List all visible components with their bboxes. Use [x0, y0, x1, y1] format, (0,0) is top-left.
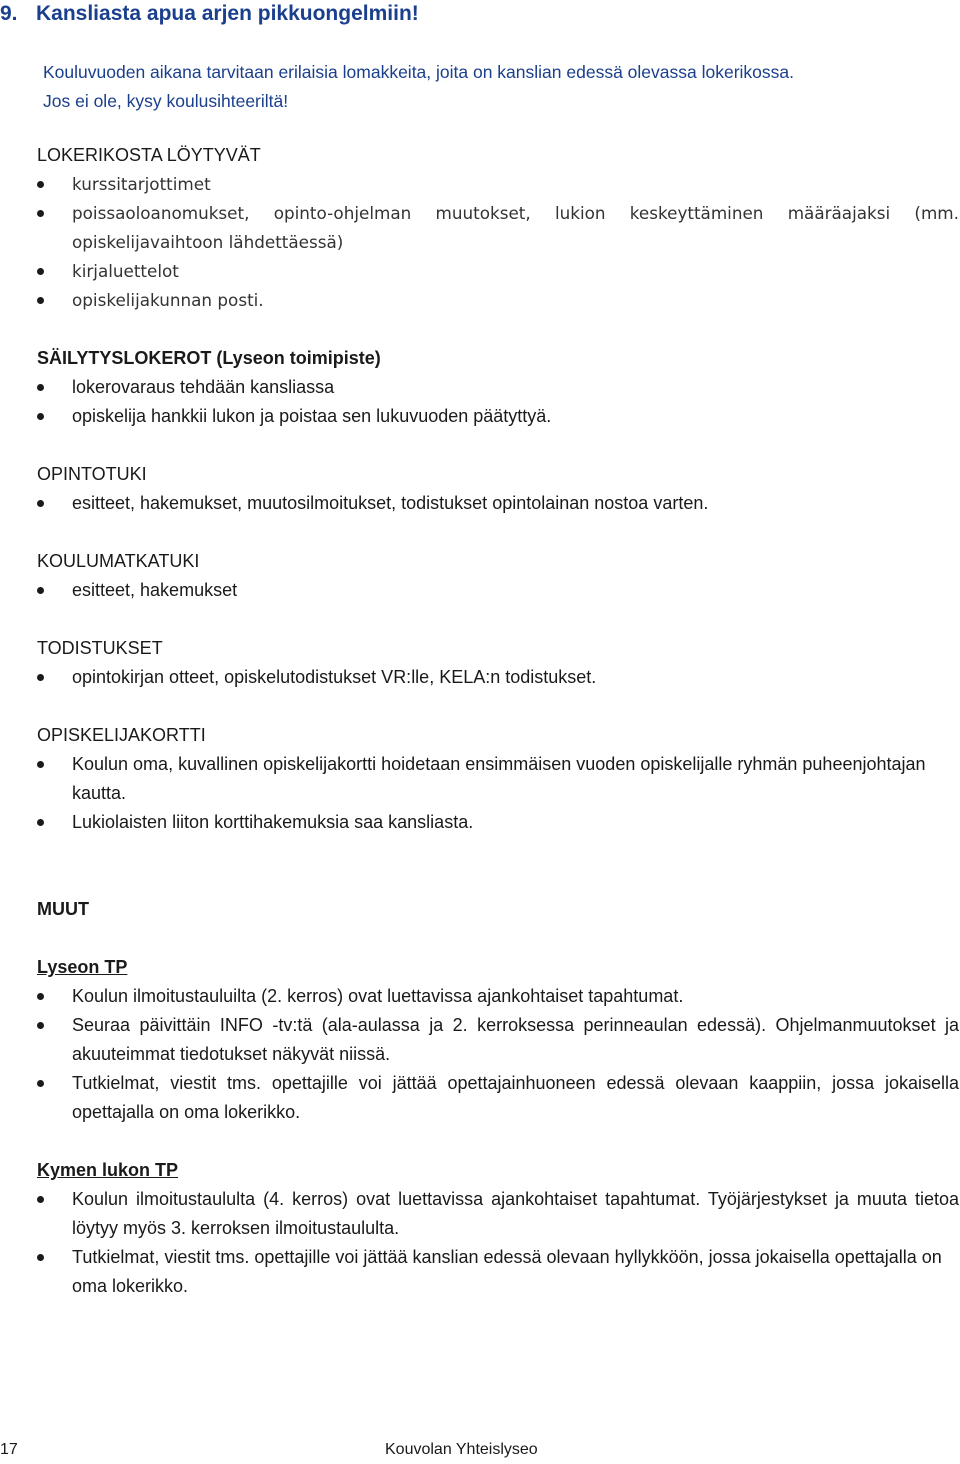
list-item: Koulun oma, kuvallinen opiskelijakortti hoidetaan ensimmäisen vuoden opiskelijalle ryhmän puheenjohtajan kautta.: [37, 750, 959, 808]
intro-line: Kouluvuoden aikana tarvitaan erilaisia lomakkeita, joita on kanslian edessä olevassa lokerikossa.: [43, 62, 794, 82]
section-todistukset: [37, 634, 959, 692]
section-heading: TODISTUKSET: [37, 638, 163, 658]
list-item: Lukiolaisten liiton korttihakemuksia saa kansliasta.: [37, 808, 959, 837]
bullet-list: [37, 750, 959, 837]
list-item: Koulun ilmoitustaululta (4. kerros) ovat luettavissa ajankohtaiset tapahtumat. Työjärjestykset ja muuta tietoa löytyy myös 3. kerroksen ilmoitustaululta.: [37, 1185, 959, 1243]
section-heading: OPINTOTUKI: [37, 464, 147, 484]
spacer: [37, 866, 959, 895]
section-opiskelijakortti: [37, 721, 959, 837]
section-muut: [37, 895, 959, 924]
footer-organization: Kouvolan Yhteislyseo: [385, 1441, 538, 1458]
page-number: 17: [0, 1441, 18, 1458]
list-item: opiskelijakunnan posti.: [37, 286, 959, 315]
bullet-list: [37, 489, 959, 518]
list-item: Koulun ilmoitustauluilta (2. kerros) ovat luettavissa ajankohtaiset tapahtumat.: [37, 982, 959, 1011]
section-sailytys: [37, 344, 959, 431]
bullet-list: [37, 576, 959, 605]
bullet-list: [37, 982, 959, 1127]
list-item: poissaoloanomukset, opinto-ohjelman muutokset, lukion keskeyttäminen määräajaksi (mm. opiskelijavaihtoon lähdettäessä): [37, 199, 959, 257]
list-item: opiskelija hankkii lukon ja poistaa sen lukuvuoden päätyttyä.: [37, 402, 959, 431]
intro-line: Jos ei ole, kysy koulusihteeriltä!: [43, 91, 289, 111]
subsection-heading: Kymen lukon TP: [37, 1160, 179, 1180]
section-kymen-tp: [37, 1156, 959, 1301]
section-title-text: Kansliasta apua arjen pikkuongelmiin!: [36, 2, 419, 25]
list-item: esitteet, hakemukset: [37, 576, 959, 605]
list-item: lokerovaraus tehdään kansliassa: [37, 373, 959, 402]
section-lokerikko: [37, 141, 959, 315]
document-body: [37, 141, 959, 1330]
list-item: kirjaluettelot: [37, 257, 959, 286]
section-heading: OPISKELIJAKORTTI: [37, 725, 206, 745]
list-item: opintokirjan otteet, opiskelutodistukset VR:lle, KELA:n todistukset.: [37, 663, 959, 692]
bullet-list: [37, 170, 959, 315]
section-number: 9.: [0, 2, 18, 25]
list-item: Seuraa päivittäin INFO -tv:tä (ala-aulassa ja 2. kerroksessa perinneaulan edessä). Ohjelmanmuutokset ja akuuteimmat tiedotukset näkyvät niissä.: [37, 1011, 959, 1069]
list-item: kurssitarjottimet: [37, 170, 959, 199]
bullet-list: [37, 373, 959, 431]
page-title: [0, 2, 419, 26]
subsection-heading: Lyseon TP: [37, 957, 128, 977]
list-item: esitteet, hakemukset, muutosilmoitukset, todistukset opintolainan nostoa varten.: [37, 489, 959, 518]
list-item: Tutkielmat, viestit tms. opettajille voi jättää kanslian edessä olevaan hyllykköön, jossa jokaisella opettajalla on oma lokerikko.: [37, 1243, 959, 1301]
section-heading: SÄILYTYSLOKEROT (Lyseon toimipiste): [37, 348, 381, 368]
section-heading: KOULUMATKATUKI: [37, 551, 200, 571]
section-lyseon-tp: [37, 953, 959, 1127]
section-heading: LOKERIKOSTA LÖYTYVÄT: [37, 145, 261, 165]
section-opintotuki: [37, 460, 959, 518]
bullet-list: [37, 663, 959, 692]
list-item: Tutkielmat, viestit tms. opettajille voi jättää opettajainhuoneen edessä olevaan kaappiin, jossa jokaisella opettajalla on oma lokerikko.: [37, 1069, 959, 1127]
intro-paragraph: [43, 58, 948, 116]
bullet-list: [37, 1185, 959, 1301]
section-heading: MUUT: [37, 899, 89, 919]
section-koulumatkatuki: [37, 547, 959, 605]
